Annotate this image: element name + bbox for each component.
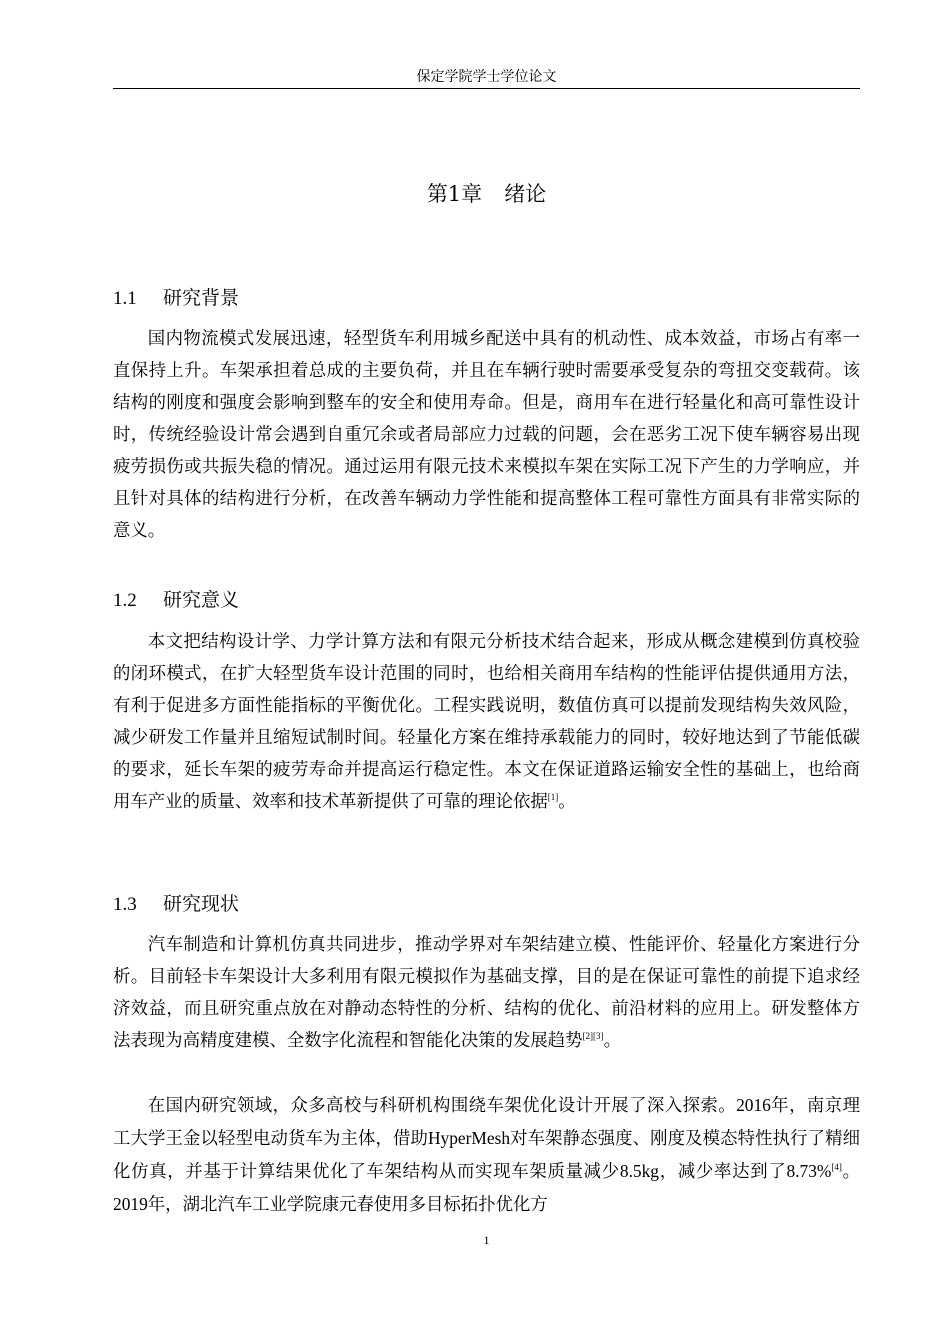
paragraph-text: 年，湖北汽车工业学院康元春使用多目标拓扑优化方 (147, 1195, 548, 1215)
citation-marker: [4] (831, 1162, 842, 1172)
paragraph-research-background (113, 323, 860, 547)
citation-marker: [1] (547, 792, 559, 802)
paragraph-text: 年，南京理工大学王金以轻型电动货车为主体，借助 (113, 1096, 860, 1149)
mass-reduction-value: 8.5kg (619, 1161, 660, 1181)
paragraph-research-status (113, 929, 860, 1057)
paragraph-end: 。 (558, 792, 576, 812)
chapter-name: 绪论 (504, 182, 547, 206)
paragraph-end: 。 (603, 1031, 621, 1051)
paragraph-text: 本文把结构设计学、力学计算方法和有限元分析技术结合起来，形成从概念建模到仿真校验的闭环模式，在扩大轻型货车设计范围的同时，也给相关商用车结构的性能评估提供通用方法，有利于促进多方面性能指标的平衡优化。工程实践说明，数值仿真可以提前发现结构失效风险，减少研发工作量并且缩短试制时间。轻量化方案在维持承载能力的同时，较好地达到了节能低碳的要求，延长车架的疲劳寿命并提高运行稳定性。本文在保证道路运输安全性的基础上，也给商用车产业的质量、效率和技术革新提供了可靠的理论依据 (113, 632, 860, 812)
paragraph-text: 在国内研究领域，众多高校与科研机构围绕车架优化设计开展了深入探索。 (147, 1096, 737, 1116)
chapter-title (113, 178, 860, 210)
citation-marker: [2][3] (582, 1031, 604, 1041)
year-value: 2016 (736, 1095, 771, 1115)
year-value: 2019 (113, 1194, 148, 1214)
paragraph-text: 汽车制造和计算机仿真共同进步，推动学界对车架结建立模、性能评价、轻量化方案进行分析。目前轻卡车架设计大多利用有限元模拟作为基础支撑，目的是在保证可靠性的前提下追求经济效益，而且研究重点放在对静动态特性的分析、结构的优化、前沿材料的应用上。研发整体方法表现为高精度建模、全数字化流程和智能化决策的发展趋势 (113, 935, 860, 1051)
chapter-number: 第1章 (426, 182, 483, 206)
section-title: 研究意义 (163, 589, 240, 611)
reduction-rate-value: 8.73% (786, 1161, 832, 1181)
section-title: 研究背景 (163, 287, 240, 309)
section-number: 1.2 (113, 590, 137, 611)
paragraph-research-significance (113, 626, 860, 818)
section-number: 1.1 (113, 288, 137, 309)
paragraph-text: ，减少率达到了 (659, 1162, 787, 1182)
section-heading-1-1 (113, 284, 239, 313)
header-rule (113, 88, 860, 89)
paragraph-text: 。 (841, 1162, 860, 1182)
section-title: 研究现状 (163, 893, 240, 915)
section-number: 1.3 (113, 894, 137, 915)
paragraph-text: 对车架静态强度、刚度及模态特性执行了精细化仿真，并基于计算结果优化了车架结构从而实现车架质量减少 (113, 1129, 860, 1182)
section-heading-1-3 (113, 890, 239, 919)
section-heading-1-2 (113, 586, 239, 615)
software-name: HyperMesh (427, 1128, 511, 1148)
paragraph-domestic-research (113, 1089, 860, 1221)
running-header: 保定学院学士学位论文 (416, 69, 557, 85)
page-number: 1 (483, 1233, 490, 1247)
paragraph-text: 国内物流模式发展迅速，轻型货车利用城乡配送中具有的机动性、成本效益，市场占有率一直保持上升。车架承担着总成的主要负荷，并且在车辆行驶时需要承受复杂的弯扭交变载荷。该结构的刚度和强度会影响到整车的安全和使用寿命。但是，商用车在进行轻量化和高可靠性设计时，传统经验设计常会遇到自重冗余或者局部应力过载的问题，会在恶劣工况下使车辆容易出现疲劳损伤或共振失稳的情况。通过运用有限元技术来模拟车架在实际工况下产生的力学响应，并且针对具体的结构进行分析，在改善车辆动力学性能和提高整体工程可靠性方面具有非常实际的意义。 (113, 329, 860, 541)
